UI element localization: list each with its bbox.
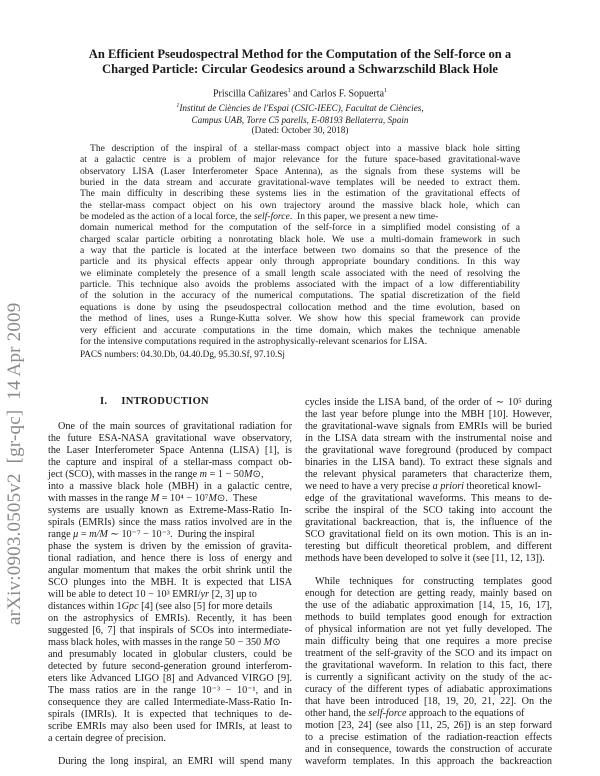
text-segment: . In this paper, we present a new time- xyxy=(289,211,439,223)
affiliation-mark: 1 xyxy=(176,103,180,109)
text-segment: with masses in the range xyxy=(48,493,151,504)
affiliation-mark: 1 xyxy=(384,88,388,94)
text-segment: we need to have a very precise xyxy=(305,481,433,492)
text-line: is currently a significant activity on the study of the ac- xyxy=(305,672,552,683)
text-line: and in consequence, towards the construction of accurate xyxy=(305,744,552,755)
text-segment: [2, 3] up to xyxy=(209,589,257,600)
text-line: spirals (IMRIs). It is expected that techniques to de- xyxy=(48,709,292,720)
affiliation-line: Institut de Ciències de l'Espai (CSIC-IEEC), Facultat de Ciències, xyxy=(179,103,424,114)
paragraph-gap xyxy=(48,745,292,756)
emphasis-text: a priori xyxy=(432,481,464,492)
text-line: domain numerical method for the computation of the self-force in a simplified model consisting of a xyxy=(80,222,520,234)
pacs-numbers: PACS numbers: 04.30.Db, 04.40.Dg, 95.30.Sf, 97.10.Sj xyxy=(80,349,285,359)
author-name: Priscilla Cañizares xyxy=(212,88,288,100)
emphasis-text: m/M xyxy=(89,529,108,540)
text-line: observatory LISA (Laser Interferometer Space Antenna), as the signals from these systems will be xyxy=(80,165,520,177)
text-line: systems are usually known as Extreme-Mass-Ratio In- xyxy=(48,505,292,516)
text-line: the use of the adiabatic approximation [14, 15, 16, 17], xyxy=(305,600,552,611)
title-line: Charged Particle: Circular Geodesics around a Schwarzschild Black Hole xyxy=(102,62,498,76)
text-line: methods have been developed to solve it (see [11, 12, 13]). xyxy=(305,553,545,564)
author-separator: and xyxy=(290,88,311,100)
text-line xyxy=(48,589,292,601)
text-line: in the LISA data stream with the instrumental noise and xyxy=(305,433,552,444)
text-line: consequence they are called Intermediate-Mass-Ratio In- xyxy=(48,697,292,708)
text-segment: ∼ 10⁻⁷ − 10⁻³. During the inspiral xyxy=(107,529,255,540)
text-line: particle and its physical effects appear only through appropriate boundary conditions. In this way xyxy=(80,256,520,268)
text-line: angular momentum that makes the orbit shrink until the xyxy=(48,565,292,576)
text-line: at a galactic centre is a problem of major relevance for the future space-based gravitational-wave xyxy=(80,154,520,166)
section-title: INTRODUCTION xyxy=(121,396,209,407)
text-segment: be modeled as the action of a local force, the xyxy=(80,211,254,223)
text-segment: will be able to detect 10 − 10³ EMRI/ xyxy=(48,589,201,600)
text-line: buried in the data stream and accurate gravitational-wave templates will be needed to extract them. xyxy=(80,177,520,189)
affiliation xyxy=(40,101,560,126)
left-column xyxy=(48,421,292,768)
text-line: into a massive black hole (MBH) in a galactic centre, xyxy=(48,481,292,492)
emphasis-text: M xyxy=(208,493,217,504)
text-segment: = 10⁴ − 10⁷ xyxy=(159,493,209,504)
emphasis-text: m xyxy=(199,469,208,480)
text-line: the gravitational waveform. In relation to this fact, there xyxy=(305,660,552,671)
text-segment: approach to the equations of xyxy=(406,708,525,719)
right-column xyxy=(305,397,552,768)
text-line xyxy=(48,469,292,481)
section-number: I. xyxy=(100,396,108,407)
text-line: tional radiation, and hence there is loss of energy and xyxy=(48,553,292,564)
text-line: phase the system is driven by the emission of gravita- xyxy=(48,541,292,552)
text-line xyxy=(48,529,292,541)
text-line: motion [23, 24] (see also [11, 25, 26]) is an step forward xyxy=(305,720,552,731)
text-segment: ⊙ xyxy=(272,637,281,648)
text-line: that have been introduced [18, 19, 20, 21, 22]. On the xyxy=(305,696,552,707)
text-line: of physical information are not yet fully developed. The xyxy=(305,624,552,635)
text-line: The description of the inspiral of a stellar-mass compact object into a massive black hole sitting xyxy=(90,143,520,154)
text-segment: mass black holes, with masses in the range 50 − 350 xyxy=(48,637,264,648)
text-line: edge of the gravitational waveforms. This means to de- xyxy=(305,493,552,504)
text-line: the gravitational-wave signals from EMRIs will be buried xyxy=(305,421,552,432)
text-line: SCO plunges into the MBH. It is expected that LISA xyxy=(48,577,292,588)
text-line: charged scalar particle orbiting a nonrotating black hole. We use a multi-domain framework in such xyxy=(80,233,520,245)
text-line: suggested [6, 7] that inspirals of SCOs into intermediate- xyxy=(48,625,292,636)
text-line: equations is done by using the pseudospectral collocation method and the time evolution, based on xyxy=(80,301,520,313)
text-line xyxy=(48,493,292,505)
paper-title xyxy=(40,47,560,77)
text-line: a way that the particle is located at the interface between two domains so that the presence of the xyxy=(80,245,520,257)
text-line: gravitational backreaction, that is, the influence of the xyxy=(305,517,552,528)
text-line: for the intensive computations required in the astrophysically-relevant scenarios for LISA. xyxy=(80,335,428,347)
text-line xyxy=(305,481,552,493)
text-line: detected by future second-generation ground interferom- xyxy=(48,661,292,672)
text-line: the method of lines, uses a Runge-Kutta solver. We show how this special framework can provide xyxy=(80,313,520,325)
text-segment: other hand, the xyxy=(305,708,369,719)
text-line: The mass ratios are in the range 10⁻³ − 10⁻¹, and in xyxy=(48,685,292,696)
text-segment: [4] (see also [5] for more details xyxy=(138,601,273,612)
text-segment: ⊙. These xyxy=(216,493,258,504)
text-line: the capture and inspiral of a stellar-mass compact ob- xyxy=(48,457,292,468)
section-heading xyxy=(100,396,209,407)
text-line: eters like Advanced LIGO [8] and Advanced VIRGO [9]. xyxy=(48,673,292,684)
text-line: While techniques for constructing templates good xyxy=(315,576,552,587)
emphasis-text: self-force xyxy=(253,211,290,223)
text-line: and presumably located in globular clusters, could be xyxy=(48,649,292,660)
emphasis-text: M xyxy=(243,469,253,480)
text-line xyxy=(305,708,552,720)
text-line: scribe EMRIs may also been used for IMRIs, at least to xyxy=(48,721,292,732)
text-line: The main difficulty in describing these systems lies in the estimation of the gravitational effects of xyxy=(80,188,520,200)
text-line: One of the main sources of gravitational radiation for xyxy=(58,421,292,432)
text-segment: range xyxy=(48,529,74,540)
text-line: curacy of the different types of adiabatic approximations xyxy=(305,684,552,695)
text-line: cycles inside the LISA band, of the order of ∼ 10⁵ during xyxy=(305,397,552,408)
authors xyxy=(40,88,560,99)
title-line: An Efficient Pseudospectral Method for the Computation of the Self-force on a xyxy=(88,47,512,61)
emphasis-text: Gpc xyxy=(121,601,139,612)
text-line xyxy=(80,211,520,222)
text-line: the gravitational wave foreground (produced by compact xyxy=(305,445,552,456)
text-line xyxy=(48,637,292,649)
text-line: the last year before plunge into the MBH [10]. However, xyxy=(305,409,552,420)
emphasis-text: μ xyxy=(73,529,79,540)
author-name: Carlos F. Sopuerta xyxy=(310,88,385,100)
text-line: particle. This technique also avoids the problems associated with the impact of a low differentiability xyxy=(80,279,520,291)
text-line: the relevant physical parameters that characterize them, xyxy=(305,469,552,480)
text-line: the future ESA-NASA gravitational wave observatory, xyxy=(48,433,292,444)
arxiv-identifier-stamp: arXiv:0903.0505v2 [gr-qc] 14 Apr 2009 xyxy=(4,302,25,625)
date-line: (Dated: October 30, 2018) xyxy=(251,125,349,135)
text-line: teresting but difficult theoretical problem, and different xyxy=(305,541,552,552)
text-line: During the long inspiral, an EMRI will spend many xyxy=(58,756,292,767)
affiliation-line: Campus UAB, Torre C5 parells, E-08193 Bellaterra, Spain xyxy=(191,114,409,125)
text-line: waveform templates. In this approach the backreaction xyxy=(305,756,552,767)
text-line: very efficient and accurate computations in the time domain, which makes the technique amenable xyxy=(80,324,520,336)
text-line: to a precise estimation of the radiation-reaction effects xyxy=(305,732,552,743)
text-line: spirals (EMRIs) since the mass ratios involved are in the xyxy=(48,517,292,528)
text-line: methods to build templates good enough for extraction xyxy=(305,612,552,623)
abstract xyxy=(80,143,520,347)
text-line: scribe the inspiral of the SCO taking into account the xyxy=(305,505,552,516)
text-segment: ⊙, xyxy=(252,469,264,480)
text-segment: theoretical knowl- xyxy=(464,481,541,492)
text-line: a certain degree of precision. xyxy=(48,733,166,744)
text-line: on the astrophysics of EMRIs). Recently, it has been xyxy=(48,613,292,624)
text-line: of the solution in the accuracy of the numerical computations. The spatial discretization of the field xyxy=(80,290,520,302)
text-line xyxy=(48,601,292,613)
text-line: main difficulty being that one requires a more precise xyxy=(305,636,552,647)
emphasis-text: yr xyxy=(200,589,210,600)
emphasis-text: self-force xyxy=(368,708,407,719)
text-line: the Laser Interferometer Space Antenna (LISA) [1], is xyxy=(48,445,292,456)
text-segment: ject (SCO), with masses in the range xyxy=(48,469,200,480)
text-segment: = xyxy=(78,529,90,540)
affiliation-mark: 1 xyxy=(287,88,291,94)
text-line: we eliminate completely the presence of a small length scale associated with the need of resolving the xyxy=(80,267,520,279)
text-segment: = 1 − 50 xyxy=(207,469,244,480)
emphasis-text: M xyxy=(150,493,160,504)
text-line: binaries in the LISA band). To extract these signals and xyxy=(305,457,552,468)
emphasis-text: M xyxy=(263,637,273,648)
text-line: SCO gravitational field on its own motion. This is an in- xyxy=(305,529,552,540)
paragraph-gap xyxy=(305,565,552,576)
text-line: enough for detection are getting ready, mainly based on xyxy=(305,588,552,599)
text-segment: distances within 1 xyxy=(48,601,122,612)
text-line: treatment of the self-gravity of the SCO and its impact on xyxy=(305,648,552,659)
text-line: the stellar-mass compact object on his own trajectory around the massive black hole, which can xyxy=(80,199,520,211)
